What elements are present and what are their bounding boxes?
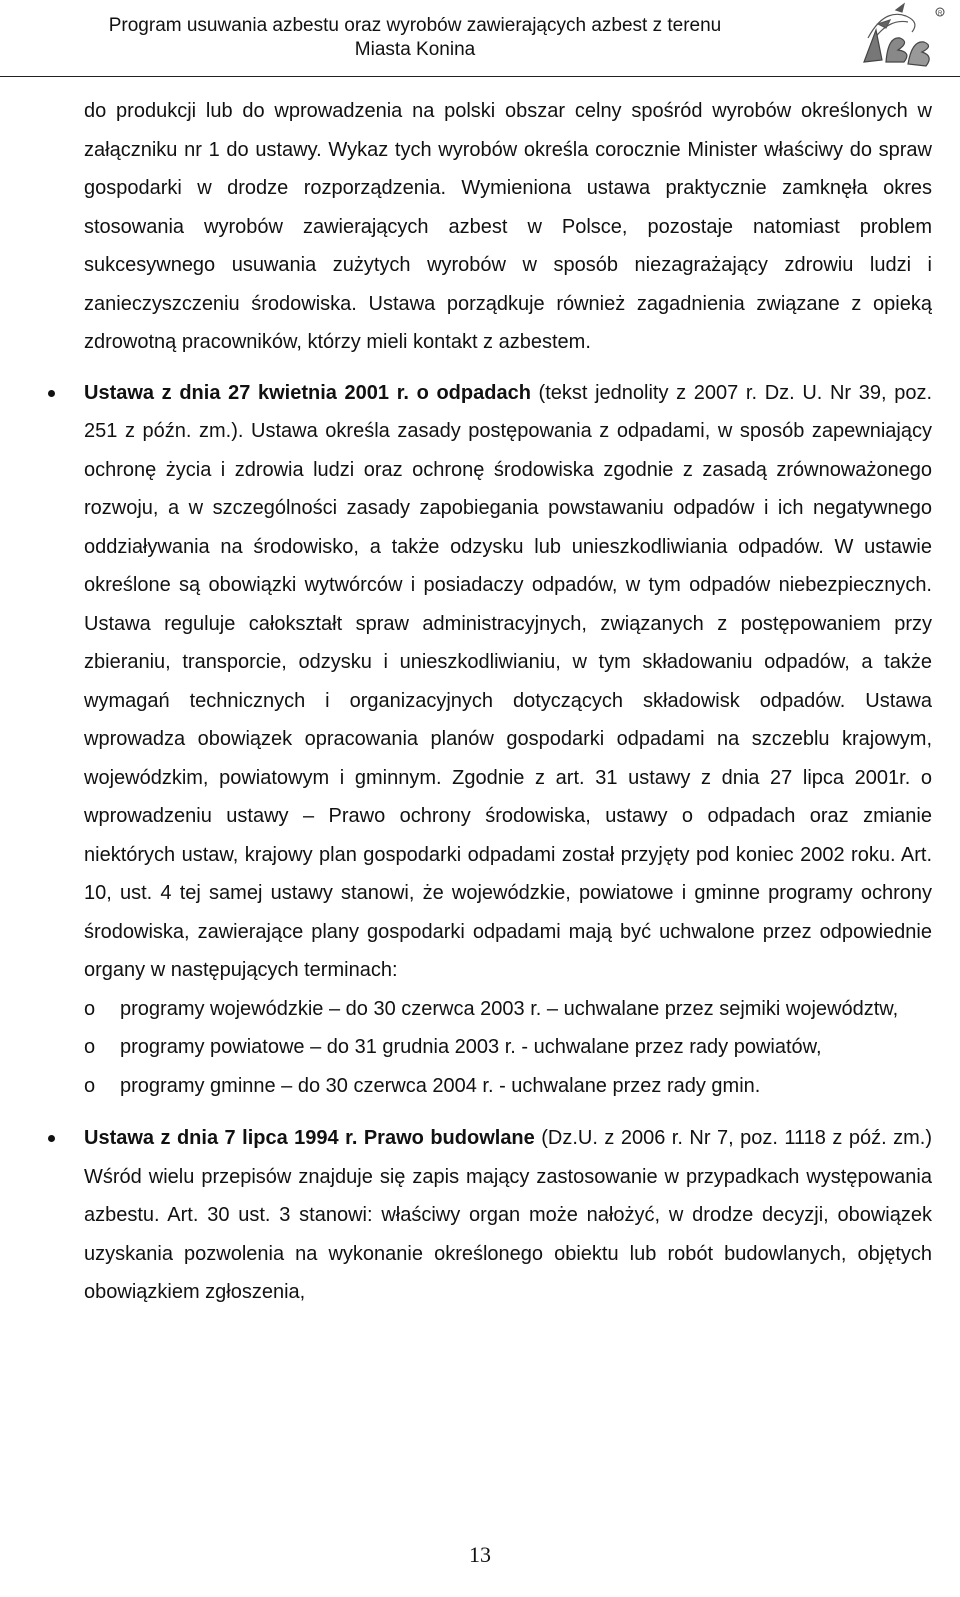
act-title: Ustawa z dnia 27 kwietnia 2001 r. o odpadach — [84, 381, 531, 404]
bullet-item-text — [84, 1119, 932, 1312]
act-description: (tekst jednolity z 2007 r. Dz. U. Nr 39, poz. 251 z późn. zm.). Ustawa określa zasady postępowania z odpadami, w sposób zapewniający ochronę życia i zdrowia ludzi oraz ochronę środowiska zgodnie z zasadą zrównoważonego rozwoju, a w szczególności zasady zapobiegania powstawaniu odpadów i ich negatywnego oddziaływania na środowisko, a także odzysku lub unieszkodliwiania odpadów. W ustawie określone są obowiązki wytwórców i posiadaczy odpadów, w tym odpadów niebezpiecznych. Ustawa reguluje całokształt spraw administracyjnych, związanych z postępowaniem przy zbieraniu, transporcie, odzysku i unieszkodliwianiu, w tym składowaniu odpadów, a także wymagań technicznych i organizacyjnych dotyczących składowisk odpadów. Ustawa wprowadza obowiązek opracowania planów gospodarki odpadami na szczeblu krajowym, wojewódzkim, powiatowym i gminnym. Zgodnie z art. 31 ustawy z dnia 27 lipca 2001r. o wprowadzeniu ustawy – Prawo ochrony środowiska, ustawy o odpadach oraz zmianie niektórych ustaw, krajowy plan gospodarki odpadami został przyjęty pod koniec 2002 roku. Art. 10, ust. 4 tej samej ustawy stanowi, że wojewódzkie, powiatowe i gminne programy ochrony środowiska, zawierające plany gospodarki odpadami mają być uchwalone przez odpowiednie organy w następujących terminach: — [84, 381, 932, 981]
bullet-item-building-law — [84, 1119, 932, 1312]
header-divider — [0, 76, 960, 77]
header-title — [0, 14, 830, 62]
bullet-item-text — [84, 374, 932, 990]
sub-list-marker: o — [84, 1074, 96, 1097]
intro-paragraph: do produkcji lub do wprowadzenia na polski obszar celny spośród wyrobów określonych w załączniku nr 1 do ustawy. Wykaz tych wyrobów określa corocznie Minister właściwy do spraw gospodarki w drodze rozporządzenia. Wymieniona ustawa praktycznie zamknęła okres stosowania wyrobów zawierających azbest w Polsce, pozostaje natomiast problem sukcesywnego usuwania zużytych wyrobów w sposób niezagrażający zdrowiu ludzi i zanieczyszczeniu środowiska. Ustawa porządkuje również zagadnienia związane z opieką zdrowotną pracowników, którzy mieli kontakt z azbestem. — [84, 100, 932, 353]
header-title-line2: Miasta Konina — [354, 39, 476, 60]
page-number: 13 — [469, 1542, 491, 1567]
act-description: (Dz.U. z 2006 r. Nr 7, poz. 1118 z póź. zm.) Wśród wielu przepisów znajduje się zapis mający zastosowanie w przypadkach występowania azbestu. Art. 30 ust. 3 stanowi: właściwy organ może nałożyć, w drodze decyzji, obowiązek uzyskania pozwolenia na wykonanie określonego obiektu lub robót budowlanych, objętych obowiązkiem zgłoszenia, — [84, 1127, 932, 1303]
svg-text:R: R — [938, 11, 943, 17]
sub-list-marker: o — [84, 997, 96, 1020]
header-title-line1: Program usuwania azbestu oraz wyrobów zawierających azbest z terenu — [108, 15, 722, 36]
sub-list-item — [84, 1067, 932, 1106]
sub-list-item — [84, 990, 932, 1029]
document-body — [0, 92, 960, 1312]
organization-logo-icon — [838, 2, 950, 74]
bullet-dot-icon — [48, 1135, 55, 1142]
sub-list-text: programy powiatowe – do 31 grudnia 2003 r. - uchwalane przez rady powiatów, — [120, 1036, 822, 1058]
sub-list-marker: o — [84, 1036, 96, 1058]
sub-list-text: programy gminne – do 30 czerwca 2004 r. - uchwalane przez rady gmin. — [120, 1074, 761, 1097]
sub-list-text: programy wojewódzkie – do 30 czerwca 2003 r. – uchwalane przez sejmiki województw, — [120, 997, 899, 1020]
sub-list-item — [84, 1028, 932, 1067]
bullet-dot-icon — [48, 390, 55, 397]
act-title: Ustawa z dnia 7 lipca 1994 r. Prawo budowlane — [84, 1127, 535, 1149]
page-header — [0, 0, 960, 78]
bullet-item-waste-act — [84, 374, 932, 990]
